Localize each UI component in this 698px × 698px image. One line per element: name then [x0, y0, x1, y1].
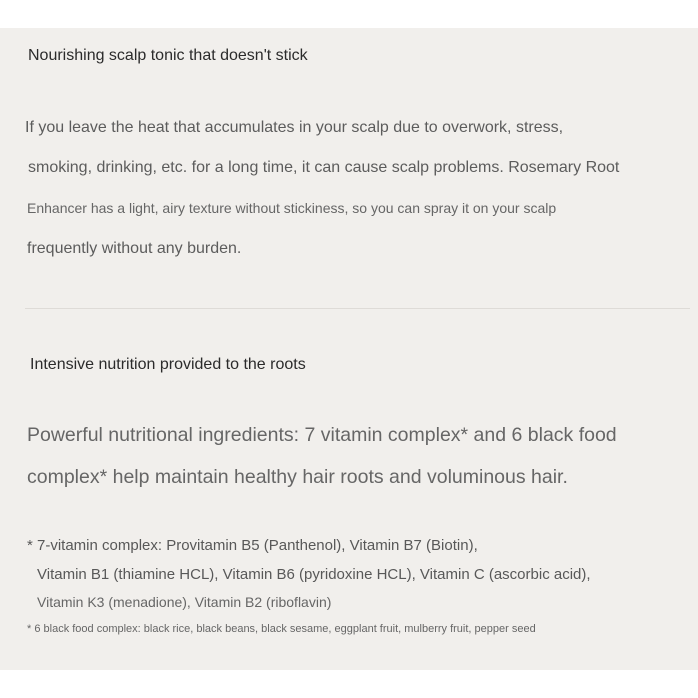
lead-line-2: complex* help maintain healthy hair roots and voluminous hair. [27, 466, 568, 488]
product-description-panel [0, 28, 698, 670]
body-line-2: smoking, drinking, etc. for a long time, it can cause scalp problems. Rosemary Root [28, 159, 620, 176]
vitamin-note-line-2: Vitamin B1 (thiamine HCL), Vitamin B6 (pyridoxine HCL), Vitamin C (ascorbic acid), [37, 566, 591, 583]
lead-line-1: Powerful nutritional ingredients: 7 vitamin complex* and 6 black food [27, 424, 617, 446]
body-line-3: Enhancer has a light, airy texture without stickiness, so you can spray it on your scalp [27, 200, 557, 216]
section-heading-root-nutrition: Intensive nutrition provided to the roots [30, 356, 306, 373]
black-food-note: * 6 black food complex: black rice, black beans, black sesame, eggplant fruit, mulberry fruit, pepper seed [27, 623, 536, 635]
body-line-4: frequently without any burden. [27, 240, 242, 257]
section-divider [25, 308, 690, 309]
section-heading-scalp-tonic: Nourishing scalp tonic that doesn't stick [28, 47, 308, 64]
vitamin-note-line-3: Vitamin K3 (menadione), Vitamin B2 (riboflavin) [37, 594, 332, 610]
vitamin-note-line-1: * 7-vitamin complex: Provitamin B5 (Panthenol), Vitamin B7 (Biotin), [27, 537, 478, 554]
body-line-1: If you leave the heat that accumulates in your scalp due to overwork, stress, [25, 119, 564, 136]
